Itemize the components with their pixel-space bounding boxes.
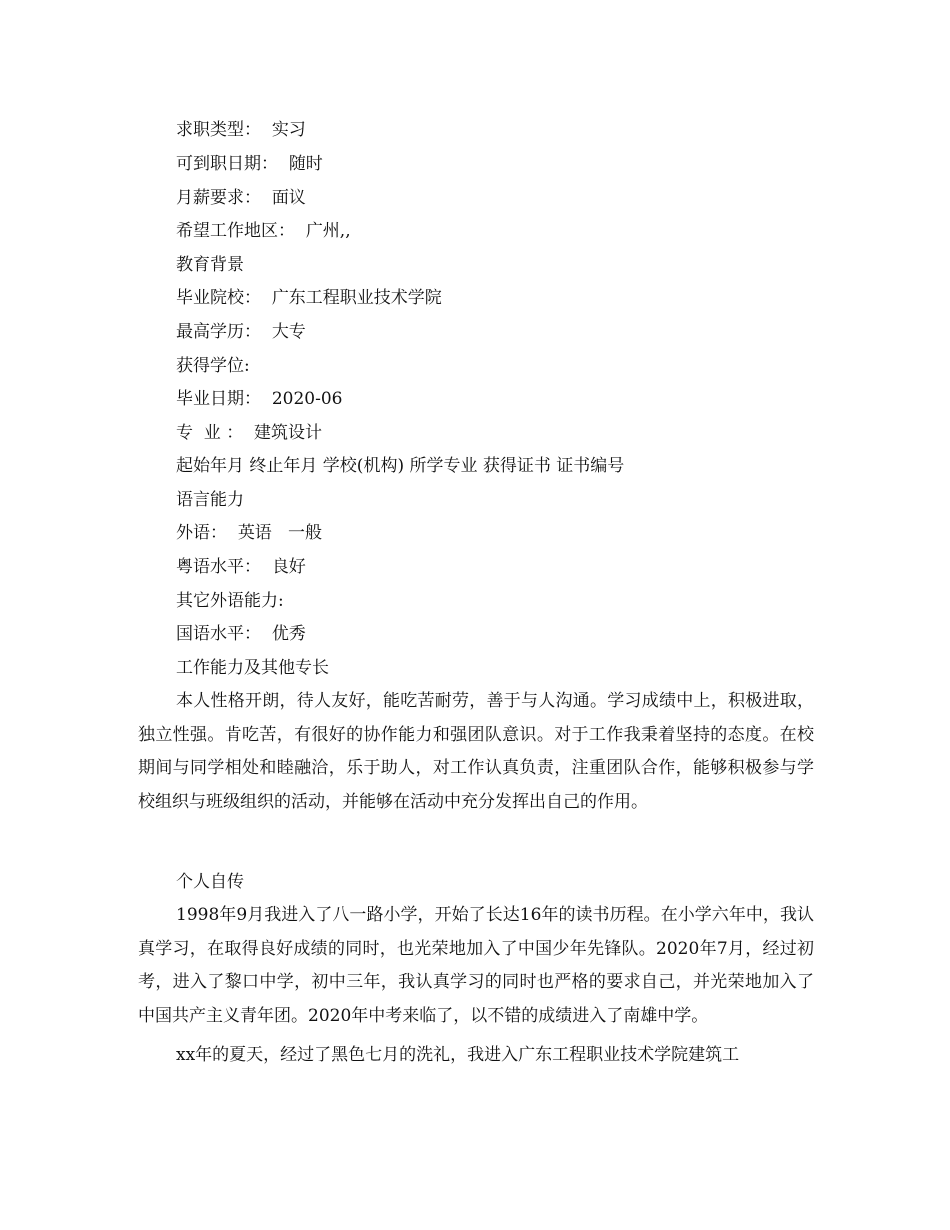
autobiography-section [138,899,814,1073]
skills-paragraph: 本人性格开朗，待人友好，能吃苦耐劳，善于与人沟通。学习成绩中上，积极进取，独立性强。肯吃苦，有很好的协作能力和强团队意识。对于工作我秉着坚持的态度。在校期间与同学相处和睦融洽，乐于助人，对工作认真负责，注重团队合作，能够积极参与学校组织与班级组织的活动，并能够在活动中充分发挥出自己的作用。 [138,691,814,812]
salary-row [176,187,306,209]
major-label: 专 业 ： [176,423,244,443]
location-label: 希望工作地区： [176,221,295,241]
start-date-row [176,153,323,175]
salary-label: 月薪要求： [176,188,261,208]
school-row [176,287,442,309]
foreign-language-level: 一般 [288,523,323,543]
autobiography-heading: 个人自传 [176,872,244,892]
foreign-language-label: 外语： [176,523,227,543]
job-type-value: 实习 [271,120,306,140]
cantonese-label: 粤语水平： [176,557,261,577]
autobiography-paragraph-1: 1998年9月我进入了八一路小学，开始了长达16年的读书历程。在小学六年中，我认真学习，在取得良好成绩的同时，也光荣地加入了中国少年先锋队。2020年7月，经过初考，进入了黎口中学，初中三年，我认真学习的同时也严格的要求自己，并光荣地加入了中国共产主义青年团。2020年中考来临了，以不错的成绩进入了南雄中学。 [138,905,814,1026]
degree-value: 大专 [271,322,306,342]
mandarin-row [176,623,306,645]
graduation-date-label: 毕业日期： [176,389,261,409]
cantonese-value: 良好 [271,557,306,577]
graduation-date-value: 2020-06 [271,389,343,409]
major-row [176,422,322,444]
other-language-label: 其它外语能力: [176,591,284,611]
school-value: 广东工程职业技术学院 [271,288,442,308]
major-value: 建筑设计 [254,423,323,443]
language-heading: 语言能力 [176,490,244,510]
mandarin-label: 国语水平： [176,624,261,644]
academic-title-label: 获得学位: [176,356,250,376]
salary-value: 面议 [271,188,306,208]
academic-title-row [176,355,250,377]
job-type-row [176,119,306,141]
start-date-label: 可到职日期： [176,154,278,174]
job-type-label: 求职类型： [176,120,261,140]
skills-section [138,685,814,819]
school-label: 毕业院校： [176,288,261,308]
degree-row [176,321,306,343]
skills-heading: 工作能力及其他专长 [176,658,329,678]
education-table-header: 起始年月 终止年月 学校(机构) 所学专业 获得证书 证书编号 [176,456,625,476]
location-row [176,220,351,242]
foreign-language-row [176,522,322,544]
degree-label: 最高学历： [176,322,261,342]
education-heading: 教育背景 [176,255,244,275]
mandarin-value: 优秀 [271,624,306,644]
cantonese-row [176,556,306,578]
autobiography-paragraph-2: xx年的夏天，经过了黑色七月的洗礼，我进入广东工程职业技术学院建筑工 [176,1045,740,1066]
start-date-value: 随时 [288,154,323,174]
foreign-language-value: 英语 [237,523,272,543]
graduation-date-row [176,388,342,410]
other-language-row [176,590,284,612]
location-value: 广州,, [305,221,351,241]
